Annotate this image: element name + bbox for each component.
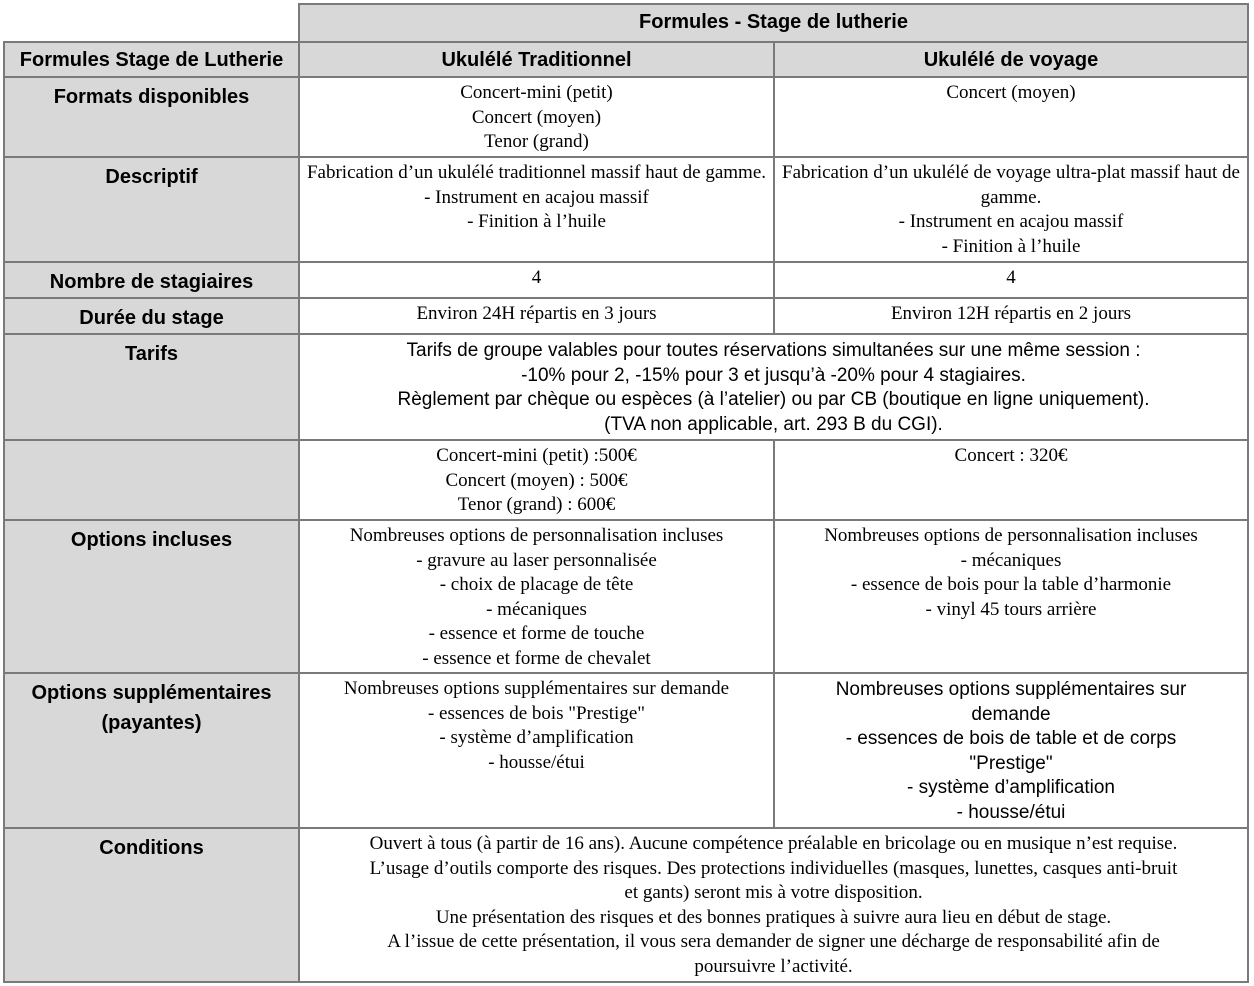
table-row-formats [4,77,1248,157]
list-item: - Instrument en acajou massif [898,211,1124,233]
descriptif-traditionnel [299,157,774,262]
table-title: Formules - Stage de lutherie [299,4,1248,42]
list-item: Nombreuses options supplémentaires sur demande [343,678,730,699]
table-row-descriptif [4,157,1248,262]
descriptif-voyage [774,157,1248,262]
options-incluses-traditionnel [299,520,774,673]
stagiaires-voyage: 4 [774,262,1248,298]
options-supp-voyage [774,673,1248,828]
empty-corner-cell [4,4,299,42]
row-label-line: Options supplémentaires [31,682,272,704]
descriptif-intro: Fabrication d’un ukulélé traditionnel massif haut de gamme. [306,162,767,183]
row-label-conditions: Conditions [4,828,299,982]
row-label-line: (payantes) [101,712,202,734]
list-item: Concert (moyen) [946,82,1076,103]
list-item: Concert : 320€ [954,445,1068,466]
table-row-options-incluses [4,520,1248,673]
list-item: - Finition à l’huile [941,235,1081,257]
list-item: - mécaniques [960,549,1062,571]
table-row-options-supplementaires [4,673,1248,828]
formats-voyage [774,77,1248,157]
descriptif-intro: Fabrication d’un ukulélé de voyage ultra-plat massif haut de gamme. [782,162,1240,208]
list-item: Nombreuses options supplémentaires sur [835,679,1187,700]
tarifs-note-line: (TVA non applicable, art. 293 B du CGI). [604,413,943,435]
tarifs-note-line: Tarifs de groupe valables pour toutes réservations simultanées sur une même session : [406,340,1141,361]
list-item: Concert (moyen) : 500€ [445,469,628,491]
table-row-duree [4,298,1248,334]
tarifs-note-line: -10% pour 2, -15% pour 3 et jusqu’à -20% pour 4 stagiaires. [521,364,1026,386]
table-row-prix [4,440,1248,520]
conditions-line: A l’issue de cette présentation, il vous sera demander de signer une décharge de responsabilité afin de [387,931,1160,953]
row-header-label: Formules Stage de Lutherie [4,42,299,77]
prix-traditionnel [299,440,774,520]
duree-voyage: Environ 12H répartis en 2 jours [774,298,1248,334]
list-item: - housse/étui [488,751,585,773]
row-label-stagiaires: Nombre de stagiaires [4,262,299,298]
options-incluses-voyage [774,520,1248,673]
list-item: Concert (moyen) [471,106,602,128]
row-label-duree: Durée du stage [4,298,299,334]
list-item: - mécaniques [486,598,587,620]
list-item: - choix de placage de tête [439,574,634,596]
conditions-line: Ouvert à tous (à partir de 16 ans). Aucune compétence préalable en bricolage ou en musique n’est requise. [369,833,1178,854]
list-item: - système d’amplification [906,777,1116,799]
list-item: - Instrument en acajou massif [424,186,649,208]
table-row-tarifs [4,334,1248,440]
row-label-descriptif: Descriptif [4,157,299,262]
list-item: demande [971,703,1051,725]
conditions-line: et gants) seront mis à votre disposition. [624,882,923,904]
prix-voyage [774,440,1248,520]
list-item: - vinyl 45 tours arrière [925,598,1097,620]
list-item: Tenor (grand) [484,131,589,153]
row-label-options-supplementaires [4,673,299,828]
stagiaires-traditionnel: 4 [299,262,774,298]
formats-traditionnel [299,77,774,157]
list-item: - Finition à l’huile [467,211,606,233]
list-item: - housse/étui [956,801,1066,823]
list-item: - essence et forme de chevalet [422,647,651,669]
column-header-traditionnel: Ukulélé Traditionnel [299,42,774,77]
list-item: Concert-mini (petit) :500€ [436,445,637,466]
column-header-voyage: Ukulélé de voyage [774,42,1248,77]
list-item: - essence de bois pour la table d’harmonie [850,574,1172,596]
list-item: - essence et forme de touche [428,623,645,645]
duree-traditionnel: Environ 24H répartis en 3 jours [299,298,774,334]
list-item: Nombreuses options de personnalisation incluses [824,525,1198,546]
row-label-options-incluses: Options incluses [4,520,299,673]
conditions-line: Une présentation des risques et des bonnes pratiques à suivre aura lieu en début de stage. [435,906,1112,928]
formules-table [3,3,1249,983]
table-row-conditions [4,828,1248,982]
table-row-stagiaires [4,262,1248,298]
list-item: Concert-mini (petit) [460,82,613,103]
list-item: - essences de bois "Prestige" [427,702,646,724]
list-item: Tenor (grand) : 600€ [457,494,616,516]
row-label-formats: Formats disponibles [4,77,299,157]
list-item: - gravure au laser personnalisée [416,549,657,571]
tarifs-note-line: Règlement par chèque ou espèces (à l’atelier) ou par CB (boutique en ligne uniquement). [397,389,1150,411]
row-label-empty [4,440,299,520]
list-item: - essences de bois de table et de corps [845,728,1177,750]
list-item: "Prestige" [969,752,1053,774]
list-item: Nombreuses options de personnalisation incluses [349,525,724,546]
row-label-tarifs: Tarifs [4,334,299,440]
conditions-text [299,828,1248,982]
conditions-line: poursuivre l’activité. [694,955,853,977]
options-supp-traditionnel [299,673,774,828]
tarifs-notes [299,334,1248,440]
conditions-line: L’usage d’outils comporte des risques. Des protections individuelles (masques, lunettes, casques anti-bruit [369,857,1178,879]
list-item: - système d’amplification [439,727,634,749]
